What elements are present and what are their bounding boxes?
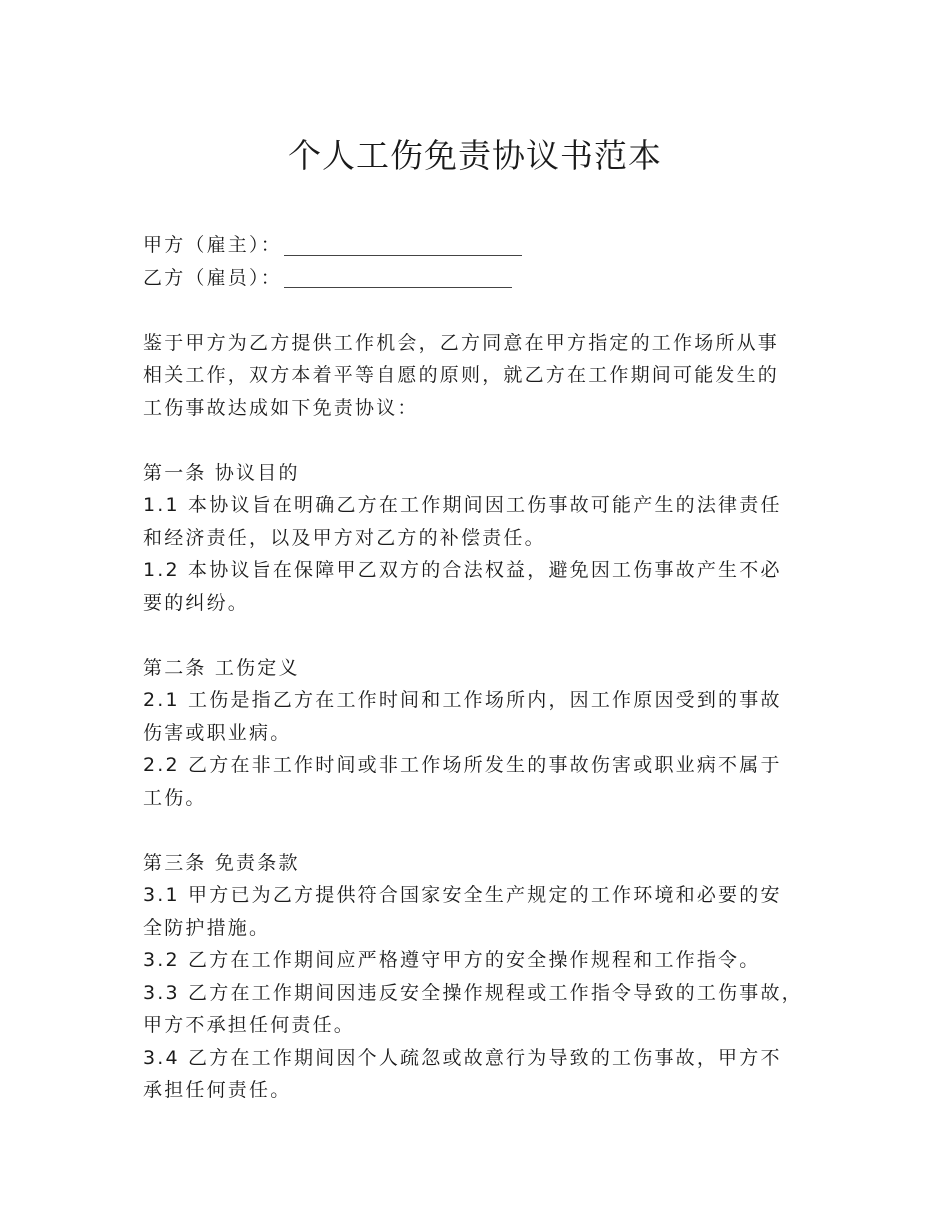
section-2 bbox=[143, 652, 843, 815]
intro-line: 鉴于甲方为乙方提供工作机会，乙方同意在甲方指定的工作场所从事 bbox=[143, 331, 780, 354]
clause-line: 要的纠纷。 bbox=[143, 591, 250, 614]
clause-line: 3.2 乙方在工作期间应严格遵守甲方的安全操作规程和工作指令。 bbox=[143, 949, 761, 971]
clause-line: 2.2 乙方在非工作时间或非工作场所发生的事故伤害或职业病不属于 bbox=[143, 754, 782, 776]
intro-line: 工伤事故达成如下免责协议： bbox=[143, 396, 419, 419]
spacer bbox=[143, 814, 843, 847]
spacer bbox=[143, 424, 843, 457]
clause-line: 1.2 本协议旨在保障甲乙双方的合法权益，避免因工伤事故产生不必 bbox=[143, 559, 782, 581]
intro-paragraph bbox=[143, 327, 843, 425]
clause-line: 和经济责任，以及甲方对乙方的补偿责任。 bbox=[143, 526, 546, 549]
clause-line: 1.1 本协议旨在明确乙方在工作期间因工伤事故可能产生的法律责任 bbox=[143, 494, 782, 516]
clause-line: 3.4 乙方在工作期间因个人疏忽或故意行为导致的工伤事故，甲方不 bbox=[143, 1046, 782, 1069]
document-body bbox=[143, 229, 843, 1107]
section-heading: 第二条 工伤定义 bbox=[143, 656, 300, 679]
party-b-blank bbox=[284, 267, 512, 288]
spacer bbox=[143, 294, 843, 327]
party-a-label: 甲方（雇主）： bbox=[143, 234, 282, 256]
clause-line: 全防护措施。 bbox=[143, 916, 271, 939]
section-1 bbox=[143, 457, 843, 620]
section-heading: 第一条 协议目的 bbox=[143, 461, 300, 484]
party-a-line bbox=[143, 229, 843, 262]
clause-line: 3.3 乙方在工作期间因违反安全操作规程或工作指令导致的工伤事故， bbox=[143, 981, 803, 1004]
clause-line: 伤害或职业病。 bbox=[143, 721, 292, 744]
clause-line: 甲方不承担任何责任。 bbox=[143, 1014, 356, 1036]
section-heading: 第三条 免责条款 bbox=[143, 851, 300, 874]
party-b-label: 乙方（雇员）： bbox=[143, 266, 282, 289]
section-3 bbox=[143, 847, 843, 1107]
clause-line: 3.1 甲方已为乙方提供符合国家安全生产规定的工作环境和必要的安 bbox=[143, 884, 782, 906]
clause-line: 承担任何责任。 bbox=[143, 1079, 292, 1101]
document-title: 个人工伤免责协议书范本 bbox=[288, 136, 662, 175]
party-b-line bbox=[143, 262, 843, 295]
clause-line: 工伤。 bbox=[143, 786, 207, 809]
clause-line: 2.1 工伤是指乙方在工作时间和工作场所内，因工作原因受到的事故 bbox=[143, 689, 782, 711]
intro-line: 相关工作，双方本着平等自愿的原则，就乙方在工作期间可能发生的 bbox=[143, 364, 780, 386]
party-a-blank bbox=[284, 235, 522, 256]
spacer bbox=[143, 619, 843, 652]
